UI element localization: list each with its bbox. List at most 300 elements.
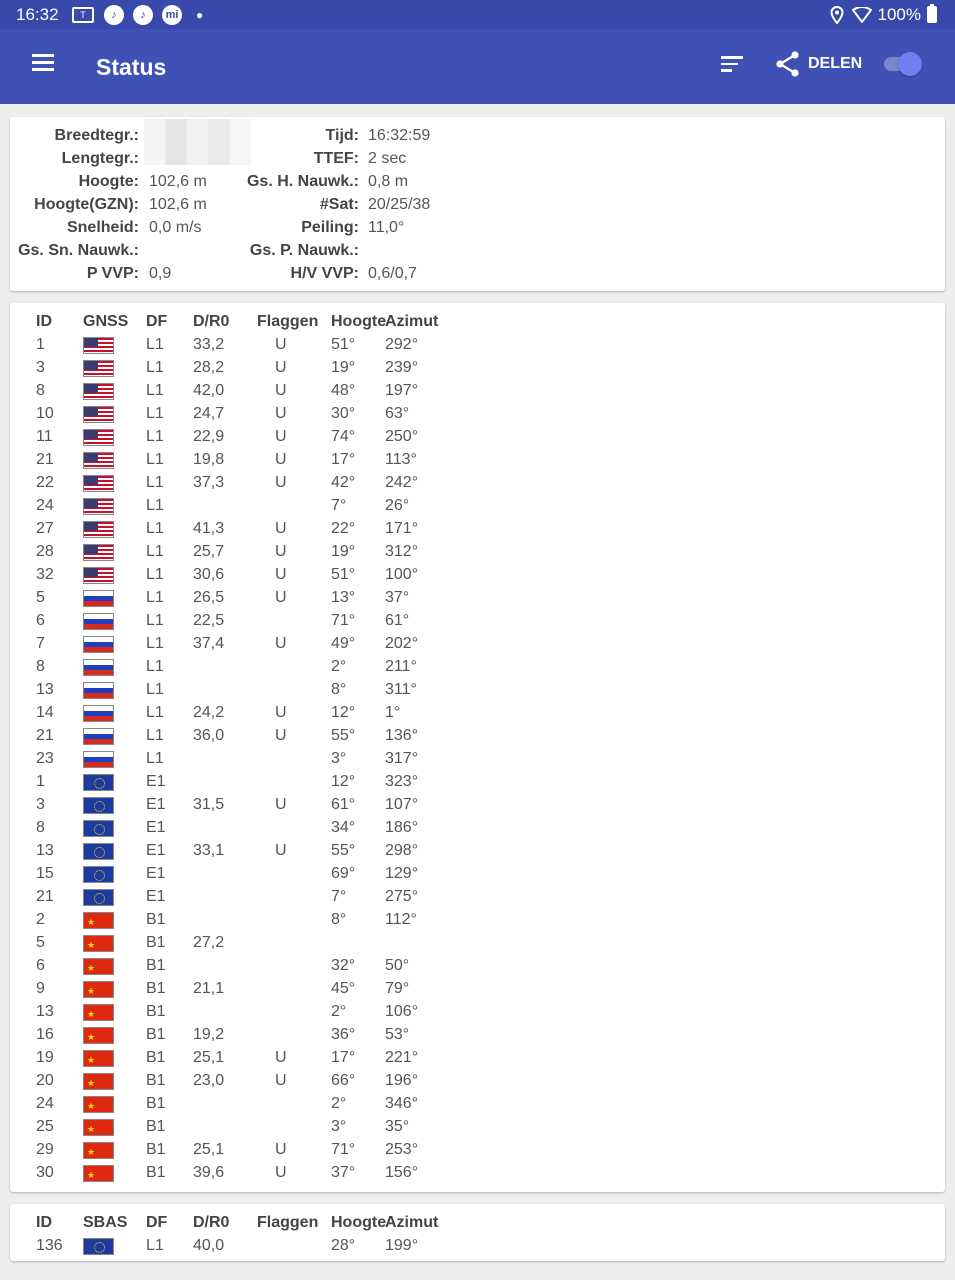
flag-us-icon bbox=[83, 337, 114, 354]
cell-azimuth: 211° bbox=[385, 658, 417, 675]
flag-cn-icon bbox=[83, 958, 114, 975]
info-row bbox=[10, 262, 945, 285]
table-row bbox=[10, 839, 945, 862]
cell-azimuth: 253° bbox=[385, 1141, 419, 1158]
cell-df: L1 bbox=[146, 589, 164, 606]
table-row bbox=[10, 977, 945, 1000]
cell-df: B1 bbox=[146, 1095, 166, 1112]
cell-df: B1 bbox=[146, 1026, 166, 1043]
table-row bbox=[10, 402, 945, 425]
cell-azimuth: 317° bbox=[385, 750, 419, 767]
header-id[interactable]: ID bbox=[36, 1214, 52, 1231]
header-azimuth[interactable]: Azimut bbox=[385, 313, 439, 330]
cell-azimuth: 171° bbox=[385, 520, 419, 537]
battery-icon bbox=[927, 6, 937, 23]
cell-height: 12° bbox=[331, 704, 356, 721]
table-row bbox=[10, 356, 945, 379]
table-row bbox=[10, 770, 945, 793]
cell-flags: U bbox=[275, 1049, 287, 1066]
table-row bbox=[10, 379, 945, 402]
cell-flags: U bbox=[275, 704, 287, 721]
cell-height: 2° bbox=[331, 658, 347, 675]
cell-df: B1 bbox=[146, 1003, 166, 1020]
header-flags[interactable]: Flaggen bbox=[257, 1214, 319, 1231]
menu-icon[interactable] bbox=[32, 54, 54, 70]
cell-height: 17° bbox=[331, 1049, 356, 1066]
cell-id: 7 bbox=[36, 635, 45, 652]
info-row bbox=[10, 170, 945, 193]
table-row bbox=[10, 1069, 945, 1092]
more-notifications-icon: ● bbox=[196, 8, 204, 22]
cell-height: 69° bbox=[331, 865, 356, 882]
info-label: Snelheid: bbox=[66, 219, 139, 236]
header-azimuth[interactable]: Azimut bbox=[385, 1214, 439, 1231]
cell-df: E1 bbox=[146, 865, 166, 882]
cell-flags: U bbox=[275, 451, 287, 468]
clock: 16:32 bbox=[16, 5, 59, 24]
cell-df: B1 bbox=[146, 957, 166, 974]
cell-azimuth: 156° bbox=[385, 1164, 419, 1181]
header-height[interactable]: Hoogte bbox=[331, 313, 387, 330]
info-row bbox=[10, 239, 945, 262]
page-title: Status bbox=[96, 54, 167, 80]
tv-icon: T bbox=[72, 7, 94, 23]
info-value: 2 sec bbox=[368, 150, 407, 167]
table-header bbox=[10, 310, 945, 333]
cell-df: L1 bbox=[146, 566, 164, 583]
cell-azimuth: 199° bbox=[385, 1237, 419, 1254]
cell-id: 21 bbox=[36, 888, 54, 905]
cell-df: E1 bbox=[146, 819, 166, 836]
table-row bbox=[10, 333, 945, 356]
table-row bbox=[10, 448, 945, 471]
cell-df: L1 bbox=[146, 428, 164, 445]
cell-flags: U bbox=[275, 474, 287, 491]
cell-azimuth: 311° bbox=[385, 681, 417, 698]
info-label: Peiling: bbox=[301, 219, 359, 236]
cell-height: 28° bbox=[331, 1237, 356, 1254]
flag-ru-icon bbox=[83, 590, 114, 607]
cell-azimuth: 37° bbox=[385, 589, 410, 606]
cell-azimuth: 113° bbox=[385, 451, 417, 468]
flag-eu-icon bbox=[83, 774, 114, 791]
cell-flags: U bbox=[275, 727, 287, 744]
info-label: TTEF: bbox=[313, 150, 359, 167]
table-row bbox=[10, 931, 945, 954]
cell-flags: U bbox=[275, 796, 287, 813]
flag-cn-icon bbox=[83, 935, 114, 952]
cell-df: L1 bbox=[146, 1237, 164, 1254]
cell-df: L1 bbox=[146, 405, 164, 422]
table-row bbox=[10, 885, 945, 908]
cell-df: L1 bbox=[146, 359, 164, 376]
table-row bbox=[10, 471, 945, 494]
header-df[interactable]: DF bbox=[146, 1214, 168, 1231]
toggle-switch[interactable] bbox=[882, 52, 924, 76]
cell-dr: 25,1 bbox=[193, 1141, 225, 1158]
cell-df: L1 bbox=[146, 336, 164, 353]
satellite-table bbox=[10, 310, 945, 1184]
flag-us-icon bbox=[83, 452, 114, 469]
info-label: Lengtegr.: bbox=[61, 150, 139, 167]
table-row bbox=[10, 678, 945, 701]
cell-azimuth: 63° bbox=[385, 405, 410, 422]
flag-ru-icon bbox=[83, 705, 114, 722]
cell-df: B1 bbox=[146, 980, 166, 997]
table-row bbox=[10, 1092, 945, 1115]
cell-df: L1 bbox=[146, 543, 164, 560]
cell-df: B1 bbox=[146, 1118, 166, 1135]
table-row bbox=[10, 701, 945, 724]
table-row bbox=[10, 494, 945, 517]
cell-df: L1 bbox=[146, 635, 164, 652]
info-label: Gs. P. Nauwk.: bbox=[249, 242, 359, 259]
table-row bbox=[10, 816, 945, 839]
flag-ru-icon bbox=[83, 728, 114, 745]
table-row bbox=[10, 747, 945, 770]
info-value: 0,9 bbox=[149, 265, 172, 282]
flag-us-icon bbox=[83, 383, 114, 400]
cell-azimuth: 202° bbox=[385, 635, 419, 652]
cell-dr: 24,7 bbox=[193, 405, 225, 422]
cell-id: 25 bbox=[36, 1118, 54, 1135]
table-row bbox=[10, 954, 945, 977]
cell-id: 13 bbox=[36, 842, 54, 859]
cell-id: 13 bbox=[36, 681, 54, 698]
cell-dr: 25,7 bbox=[193, 543, 225, 560]
header-gnss[interactable]: GNSS bbox=[83, 313, 129, 330]
table-header bbox=[10, 1211, 945, 1234]
cell-azimuth: 26° bbox=[385, 497, 410, 514]
cell-azimuth: 221° bbox=[385, 1049, 419, 1066]
cell-azimuth: 250° bbox=[385, 428, 419, 445]
cell-height: 2° bbox=[331, 1095, 347, 1112]
cell-dr: 22,9 bbox=[193, 428, 225, 445]
cell-azimuth: 136° bbox=[385, 727, 419, 744]
cell-height: 13° bbox=[331, 589, 356, 606]
cell-height: 19° bbox=[331, 543, 356, 560]
flag-us-icon bbox=[83, 406, 114, 423]
cell-id: 22 bbox=[36, 474, 54, 491]
cell-height: 55° bbox=[331, 842, 356, 859]
app-icon: ♪ bbox=[104, 5, 124, 25]
table-row bbox=[10, 1138, 945, 1161]
flag-us-icon bbox=[83, 498, 114, 515]
cell-id: 29 bbox=[36, 1141, 54, 1158]
table-row bbox=[10, 517, 945, 540]
cell-height: 71° bbox=[331, 1141, 356, 1158]
cell-height: 34° bbox=[331, 819, 356, 836]
cell-dr: 33,1 bbox=[193, 842, 225, 859]
info-row bbox=[10, 147, 945, 170]
cell-id: 24 bbox=[36, 497, 54, 514]
cell-azimuth: 53° bbox=[385, 1026, 410, 1043]
cell-height: 42° bbox=[331, 474, 356, 491]
info-label: Gs. H. Nauwk.: bbox=[246, 173, 359, 190]
flag-cn-icon bbox=[83, 1165, 114, 1182]
location-info-card bbox=[10, 117, 945, 291]
cell-id: 28 bbox=[36, 543, 54, 560]
table-row bbox=[10, 908, 945, 931]
flag-ru-icon bbox=[83, 751, 114, 768]
cell-dr: 40,0 bbox=[193, 1237, 225, 1254]
flag-cn-icon bbox=[83, 1050, 114, 1067]
cell-dr: 25,1 bbox=[193, 1049, 225, 1066]
cell-dr: 23,0 bbox=[193, 1072, 225, 1089]
info-row bbox=[10, 193, 945, 216]
cell-azimuth: 112° bbox=[385, 911, 417, 928]
cell-azimuth: 1° bbox=[385, 704, 401, 721]
cell-df: B1 bbox=[146, 1141, 166, 1158]
flag-us-icon bbox=[83, 429, 114, 446]
cell-flags: U bbox=[275, 336, 287, 353]
cell-df: L1 bbox=[146, 681, 164, 698]
flag-cn-icon bbox=[83, 1073, 114, 1090]
cell-azimuth: 106° bbox=[385, 1003, 419, 1020]
flag-eu-icon bbox=[83, 1238, 114, 1255]
cell-height: 49° bbox=[331, 635, 356, 652]
table-row bbox=[10, 540, 945, 563]
info-value: 11,0° bbox=[368, 219, 405, 236]
cell-azimuth: 50° bbox=[385, 957, 410, 974]
flag-cn-icon bbox=[83, 1119, 114, 1136]
cell-height: 66° bbox=[331, 1072, 356, 1089]
cell-id: 8 bbox=[36, 658, 45, 675]
table-row bbox=[10, 425, 945, 448]
table-row bbox=[10, 793, 945, 816]
info-label: Hoogte(GZN): bbox=[34, 196, 139, 213]
cell-df: E1 bbox=[146, 842, 166, 859]
cell-id: 24 bbox=[36, 1095, 54, 1112]
cell-id: 5 bbox=[36, 934, 45, 951]
share-label: DELEN bbox=[808, 55, 863, 72]
cell-id: 3 bbox=[36, 796, 45, 813]
table-row bbox=[10, 1000, 945, 1023]
mi-icon: mi bbox=[162, 5, 182, 25]
cell-dr: 28,2 bbox=[193, 359, 225, 376]
cell-azimuth: 323° bbox=[385, 773, 419, 790]
flag-cn-icon bbox=[83, 981, 114, 998]
table-row bbox=[10, 1023, 945, 1046]
cell-id: 1 bbox=[36, 336, 45, 353]
cell-df: E1 bbox=[146, 796, 166, 813]
flag-eu-icon bbox=[83, 820, 114, 837]
cell-df: B1 bbox=[146, 934, 166, 951]
cell-flags: U bbox=[275, 589, 287, 606]
cell-df: L1 bbox=[146, 474, 164, 491]
cell-azimuth: 242° bbox=[385, 474, 419, 491]
cell-id: 8 bbox=[36, 382, 45, 399]
header-dr[interactable]: D/R0 bbox=[193, 1214, 230, 1231]
cell-height: 3° bbox=[331, 1118, 347, 1135]
flag-cn-icon bbox=[83, 1142, 114, 1159]
info-label: Breedtegr.: bbox=[54, 127, 139, 144]
cell-azimuth: 196° bbox=[385, 1072, 419, 1089]
header-df[interactable]: DF bbox=[146, 313, 168, 330]
table-row bbox=[10, 1115, 945, 1138]
share-button[interactable] bbox=[774, 47, 862, 81]
cell-df: B1 bbox=[146, 911, 166, 928]
header-id[interactable]: ID bbox=[36, 313, 52, 330]
table-row bbox=[10, 1161, 945, 1184]
cell-height: 48° bbox=[331, 382, 356, 399]
info-value: 102,6 m bbox=[149, 173, 207, 190]
cell-df: L1 bbox=[146, 704, 164, 721]
cell-dr: 22,5 bbox=[193, 612, 225, 629]
cell-dr: 37,4 bbox=[193, 635, 225, 652]
flag-cn-icon bbox=[83, 1096, 114, 1113]
cell-df: E1 bbox=[146, 888, 166, 905]
battery-level: 100% bbox=[877, 5, 921, 24]
cell-id: 3 bbox=[36, 359, 45, 376]
cell-id: 19 bbox=[36, 1049, 54, 1066]
cell-df: L1 bbox=[146, 497, 164, 514]
info-label: H/V VVP: bbox=[290, 265, 359, 282]
cell-id: 21 bbox=[36, 451, 54, 468]
cell-id: 8 bbox=[36, 819, 45, 836]
cell-height: 19° bbox=[331, 359, 356, 376]
flag-eu-icon bbox=[83, 866, 114, 883]
header-gnss[interactable]: SBAS bbox=[83, 1214, 128, 1231]
cell-id: 1 bbox=[36, 773, 45, 790]
info-label: Gs. Sn. Nauwk.: bbox=[18, 242, 139, 259]
info-row bbox=[10, 216, 945, 239]
cell-id: 11 bbox=[36, 428, 53, 445]
flag-ru-icon bbox=[83, 636, 114, 653]
cell-dr: 19,2 bbox=[193, 1026, 225, 1043]
cell-df: B1 bbox=[146, 1049, 166, 1066]
cell-height: 8° bbox=[331, 911, 347, 928]
flag-us-icon bbox=[83, 521, 114, 538]
cell-azimuth: 186° bbox=[385, 819, 419, 836]
cell-df: E1 bbox=[146, 773, 166, 790]
cell-id: 2 bbox=[36, 911, 45, 928]
cell-height: 7° bbox=[331, 888, 347, 905]
cell-azimuth: 129° bbox=[385, 865, 419, 882]
cell-height: 3° bbox=[331, 750, 347, 767]
cell-dr: 27,2 bbox=[193, 934, 225, 951]
cell-dr: 39,6 bbox=[193, 1164, 225, 1181]
info-value: 20/25/38 bbox=[368, 196, 431, 213]
cell-flags: U bbox=[275, 428, 287, 445]
cell-df: B1 bbox=[146, 1164, 166, 1181]
cell-dr: 30,6 bbox=[193, 566, 225, 583]
cell-flags: U bbox=[275, 842, 287, 859]
cell-azimuth: 197° bbox=[385, 382, 419, 399]
cell-flags: U bbox=[275, 405, 287, 422]
cell-height: 30° bbox=[331, 405, 356, 422]
header-dr[interactable]: D/R0 bbox=[193, 313, 230, 330]
table-row bbox=[10, 563, 945, 586]
header-flags[interactable]: Flaggen bbox=[257, 313, 319, 330]
cell-azimuth: 275° bbox=[385, 888, 419, 905]
cell-azimuth: 346° bbox=[385, 1095, 419, 1112]
cell-azimuth: 35° bbox=[385, 1118, 410, 1135]
cell-height: 37° bbox=[331, 1164, 356, 1181]
sort-icon[interactable] bbox=[721, 56, 743, 72]
cell-df: L1 bbox=[146, 382, 164, 399]
cell-height: 17° bbox=[331, 451, 356, 468]
cell-id: 27 bbox=[36, 520, 54, 537]
share-icon bbox=[774, 50, 802, 78]
cell-dr: 33,2 bbox=[193, 336, 225, 353]
info-value: 0,0 m/s bbox=[149, 219, 202, 236]
cell-flags: U bbox=[275, 635, 287, 652]
cell-azimuth: 61° bbox=[385, 612, 410, 629]
cell-azimuth: 79° bbox=[385, 980, 410, 997]
location-icon bbox=[830, 6, 844, 24]
table-row bbox=[10, 632, 945, 655]
table-row bbox=[10, 1046, 945, 1069]
system-status-bar bbox=[0, 0, 955, 29]
cell-height: 51° bbox=[331, 336, 356, 353]
sbas-table bbox=[10, 1211, 945, 1257]
table-row bbox=[10, 1234, 945, 1257]
cell-dr: 42,0 bbox=[193, 382, 225, 399]
header-height[interactable]: Hoogte bbox=[331, 1214, 387, 1231]
flag-ru-icon bbox=[83, 682, 114, 699]
cell-id: 5 bbox=[36, 589, 45, 606]
flag-us-icon bbox=[83, 475, 114, 492]
flag-eu-icon bbox=[83, 797, 114, 814]
cell-id: 21 bbox=[36, 727, 54, 744]
cell-id: 13 bbox=[36, 1003, 54, 1020]
cell-height: 51° bbox=[331, 566, 356, 583]
cell-id: 6 bbox=[36, 612, 45, 629]
table-row bbox=[10, 609, 945, 632]
cell-id: 20 bbox=[36, 1072, 54, 1089]
cell-dr: 37,3 bbox=[193, 474, 225, 491]
cell-azimuth: 312° bbox=[385, 543, 419, 560]
cell-flags: U bbox=[275, 382, 287, 399]
cell-flags: U bbox=[275, 1141, 287, 1158]
flag-cn-icon bbox=[83, 912, 114, 929]
cell-df: L1 bbox=[146, 658, 164, 675]
cell-height: 45° bbox=[331, 980, 356, 997]
app-bar bbox=[0, 29, 955, 104]
cell-azimuth: 298° bbox=[385, 842, 419, 859]
info-label: P VVP: bbox=[86, 265, 139, 282]
cell-df: L1 bbox=[146, 727, 164, 744]
cell-id: 30 bbox=[36, 1164, 54, 1181]
cell-id: 10 bbox=[36, 405, 54, 422]
info-value: 0,8 m bbox=[368, 173, 409, 190]
cell-dr: 26,5 bbox=[193, 589, 225, 606]
table-row bbox=[10, 862, 945, 885]
cell-dr: 36,0 bbox=[193, 727, 225, 744]
cell-id: 6 bbox=[36, 957, 45, 974]
info-label: #Sat: bbox=[319, 196, 359, 213]
cell-height: 61° bbox=[331, 796, 356, 813]
cell-dr: 21,1 bbox=[193, 980, 225, 997]
cell-id: 23 bbox=[36, 750, 54, 767]
cell-id: 16 bbox=[36, 1026, 54, 1043]
cell-flags: U bbox=[275, 520, 287, 537]
flag-us-icon bbox=[83, 544, 114, 561]
cell-height: 74° bbox=[331, 428, 356, 445]
cell-height: 32° bbox=[331, 957, 356, 974]
sbas-table-card bbox=[10, 1204, 945, 1261]
cell-dr: 24,2 bbox=[193, 704, 225, 721]
table-row bbox=[10, 586, 945, 609]
cell-flags: U bbox=[275, 1164, 287, 1181]
cell-id: 136 bbox=[36, 1237, 63, 1254]
cell-height: 55° bbox=[331, 727, 356, 744]
cell-flags: U bbox=[275, 543, 287, 560]
cell-df: L1 bbox=[146, 520, 164, 537]
app-icon: ♪ bbox=[133, 5, 153, 25]
cell-df: B1 bbox=[146, 1072, 166, 1089]
